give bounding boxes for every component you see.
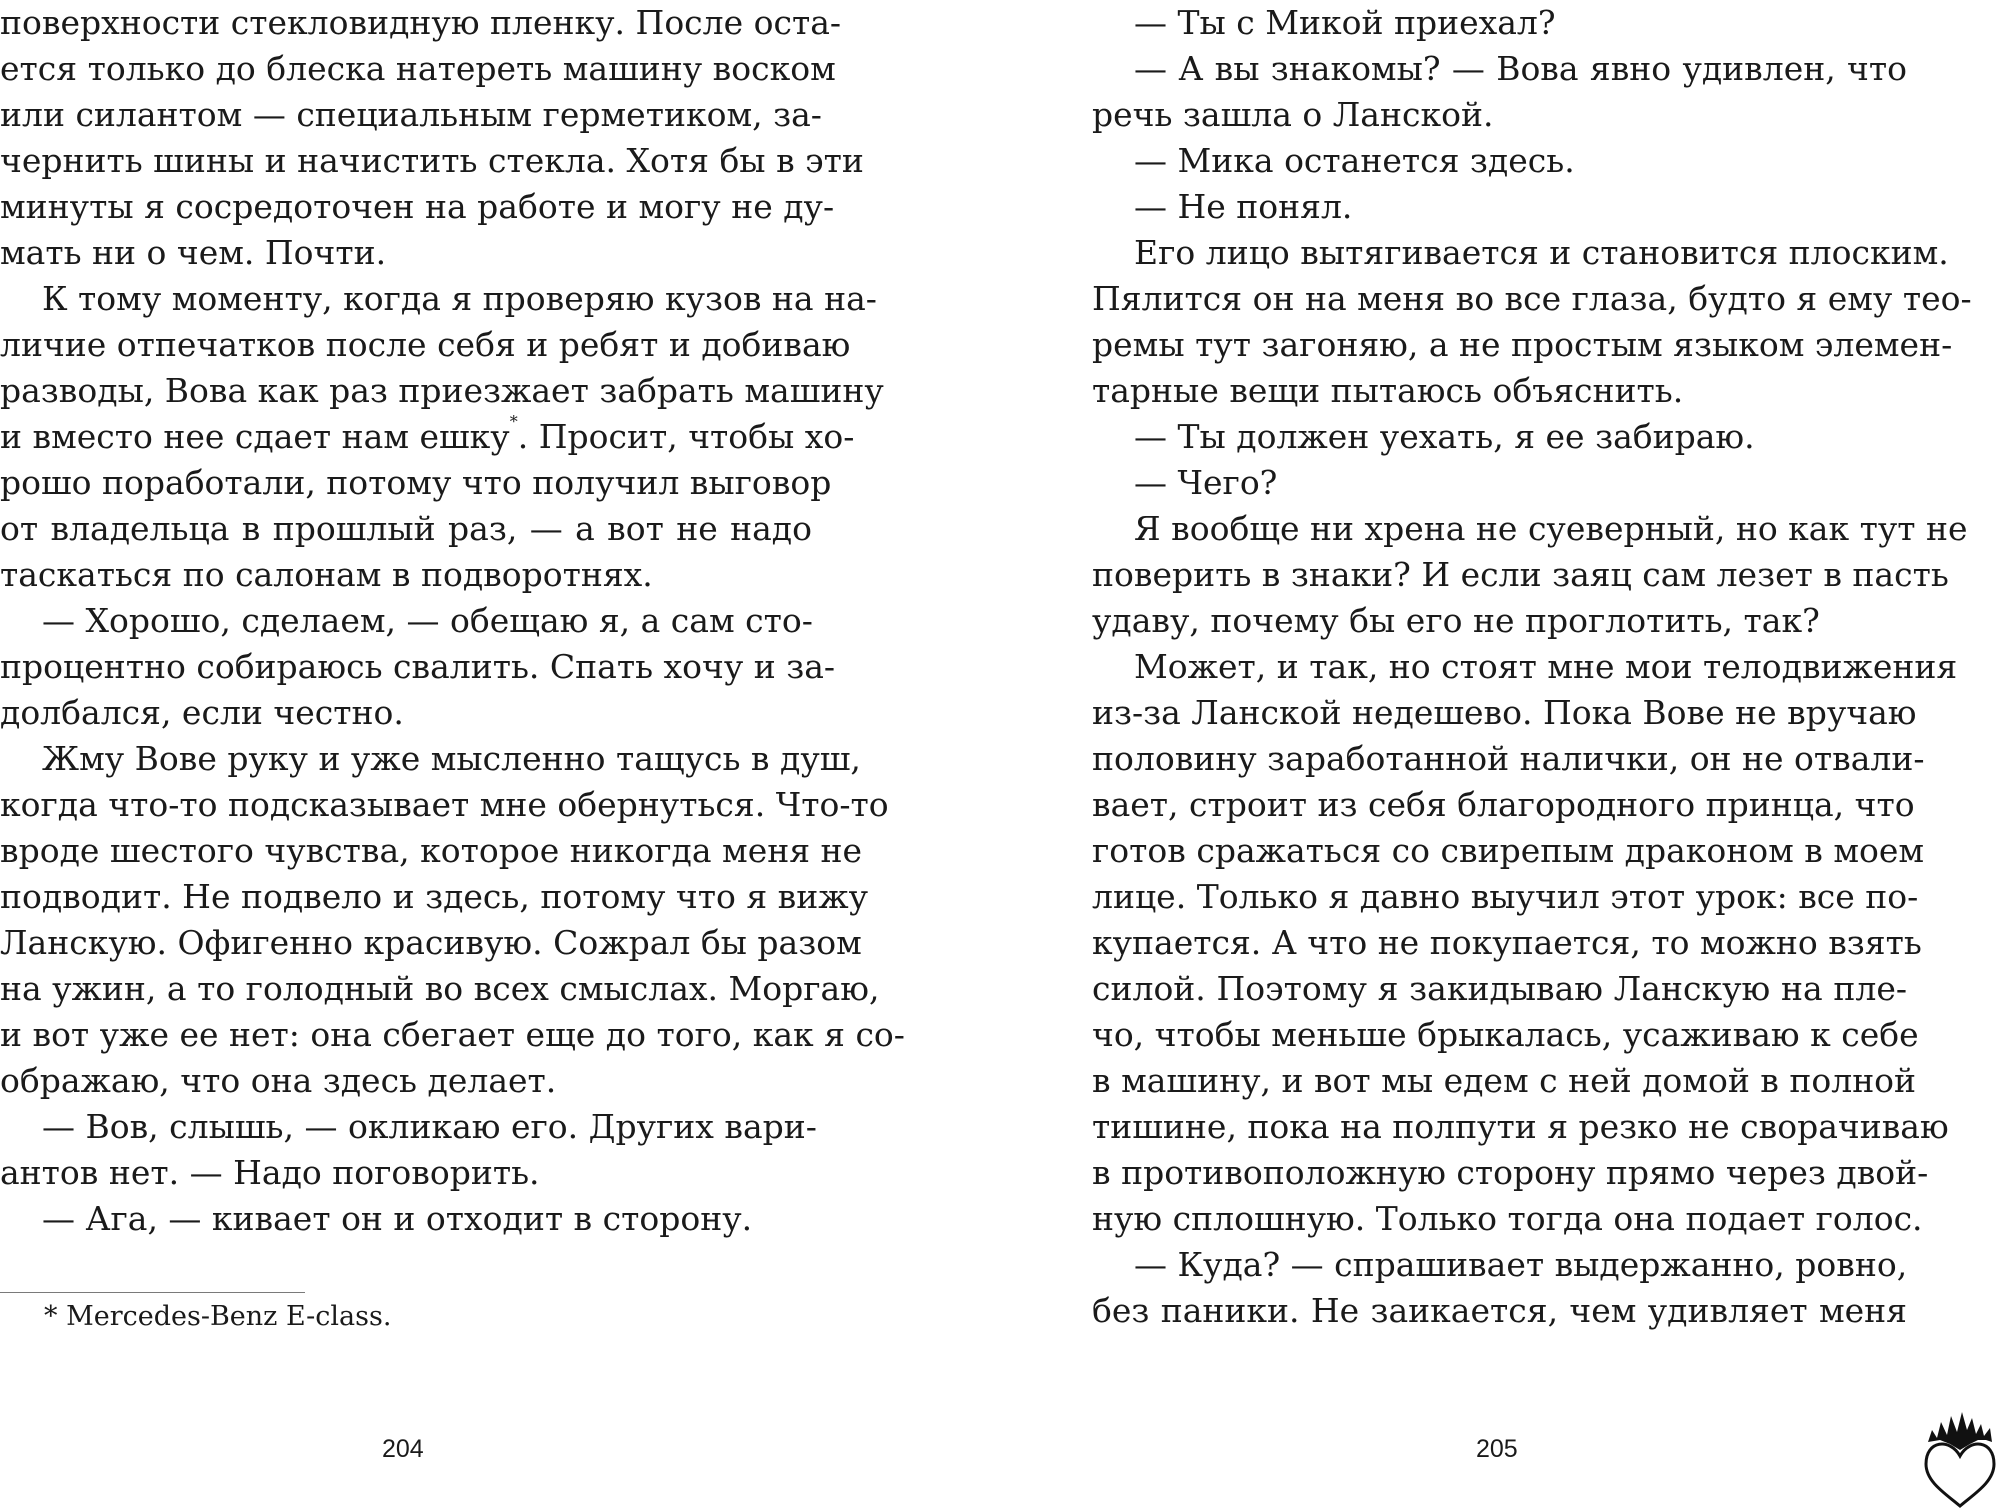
- text-line: Ланскую. Офигенно красивую. Сожрал бы разом: [0, 923, 862, 962]
- text-line: без паники. Не заикается, чем удивляет меня: [1092, 1291, 1907, 1330]
- text-line: антов нет. — Надо поговорить.: [0, 1153, 540, 1192]
- text-line: Его лицо вытягивается и становится плоским.: [1134, 233, 1949, 272]
- text-line: лице. Только я давно выучил этот урок: все по-: [1092, 877, 1919, 916]
- text-line: купается. А что не покупается, то можно взять: [1092, 923, 1922, 962]
- text-line: — Не понял.: [1134, 187, 1353, 226]
- text-line: — Вов, слышь, — окликаю его. Других вари-: [42, 1107, 817, 1146]
- text-line: К тому моменту, когда я проверяю кузов на на-: [42, 279, 877, 318]
- text-line: ремы тут загоняю, а не простым языком элемен-: [1092, 325, 1953, 364]
- text-line: — Чего?: [1134, 463, 1278, 502]
- right-page-text: [1092, 0, 1972, 1334]
- left-page-text: [0, 0, 905, 1242]
- text-line: и вот уже ее нет: она сбегает еще до того, как я со-: [0, 1015, 905, 1054]
- text-line: личие отпечатков после себя и ребят и добиваю: [0, 325, 851, 364]
- text-line: вает, строит из себя благородного принца, что: [1092, 785, 1915, 824]
- text-line-with-footnote: [0, 412, 855, 460]
- text-line: ется только до блеска натереть машину воском: [0, 49, 836, 88]
- text-line: вроде шестого чувства, которое никогда меня не: [0, 831, 863, 870]
- text-line: удаву, почему бы его не проглотить, так?: [1092, 601, 1820, 640]
- text-line: подводит. Не подвело и здесь, потому что я вижу: [0, 877, 868, 916]
- text-line: Я вообще ни хрена не суеверный, но как тут не: [1134, 509, 1968, 548]
- text-line: минуты я сосредоточен на работе и могу не ду-: [0, 187, 835, 226]
- text-line: таскаться по салонам в подворотнях.: [0, 555, 653, 594]
- text-line: чернить шины и начистить стекла. Хотя бы в эти: [0, 141, 864, 180]
- flaming-heart-icon: [1920, 1390, 2000, 1508]
- text-line: силой. Поэтому я закидываю Ланскую на пле-: [1092, 969, 1907, 1008]
- page-number-left: 204: [382, 1435, 424, 1463]
- text-fragment: . Просит, чтобы хо-: [517, 417, 855, 456]
- text-line: мать ни о чем. Почти.: [0, 233, 387, 272]
- text-line: Пялится он на меня во все глаза, будто я ему тео-: [1092, 279, 1972, 318]
- text-fragment: и вместо нее сдает нам ешку: [0, 417, 510, 456]
- text-line: в противоположную сторону прямо через двой-: [1092, 1153, 1929, 1192]
- text-line: разводы, Вова как раз приезжает забрать машину: [0, 371, 884, 410]
- footnote: * Mercedes-Benz E-class.: [44, 1301, 392, 1332]
- text-line: Может, и так, но стоят мне мои телодвижения: [1134, 647, 1958, 686]
- text-line: или силантом — специальным герметиком, за-: [0, 95, 822, 134]
- text-line: готов сражаться со свирепым драконом в моем: [1092, 831, 1925, 870]
- text-line: на ужин, а то голодный во всех смыслах. Моргаю,: [0, 969, 880, 1008]
- text-line: из-за Ланской недешево. Пока Вове не вручаю: [1092, 693, 1917, 732]
- text-line: — Ты должен уехать, я ее забираю.: [1134, 417, 1755, 456]
- text-line: половину заработанной налички, он не отвали-: [1092, 739, 1925, 778]
- text-line: речь зашла о Ланской.: [1092, 95, 1494, 134]
- footnote-marker[interactable]: *: [509, 412, 518, 431]
- text-line: — А вы знакомы? — Вова явно удивлен, что: [1134, 49, 1907, 88]
- text-line: когда что-то подсказывает мне обернуться. Что-то: [0, 785, 889, 824]
- text-line: — Ты с Микой приехал?: [1134, 3, 1556, 42]
- page-number-right: 205: [1476, 1435, 1518, 1463]
- text-line: — Куда? — спрашивает выдержанно, ровно,: [1134, 1245, 1908, 1284]
- text-line: поверить в знаки? И если заяц сам лезет в пасть: [1092, 555, 1949, 594]
- text-line: ображаю, что она здесь делает.: [0, 1061, 557, 1100]
- footnote-divider: [0, 1292, 305, 1293]
- text-line: чо, чтобы меньше брыкалась, усаживаю к себе: [1092, 1015, 1919, 1054]
- text-line: — Хорошо, сделаем, — обещаю я, а сам сто-: [42, 601, 813, 640]
- text-line: Жму Вове руку и уже мысленно тащусь в душ,: [42, 739, 861, 778]
- text-line: ную сплошную. Только тогда она подает голос.: [1092, 1199, 1923, 1238]
- text-line: процентно собираюсь свалить. Спать хочу и за-: [0, 647, 836, 686]
- text-line: тишине, пока на полпути я резко не сворачиваю: [1092, 1107, 1949, 1146]
- text-line: долбался, если честно.: [0, 693, 404, 732]
- text-line: поверхности стекловидную пленку. После оста-: [0, 3, 842, 42]
- text-line: тарные вещи пытаюсь объяснить.: [1092, 371, 1684, 410]
- text-line: в машину, и вот мы едем с ней домой в полной: [1092, 1061, 1917, 1100]
- text-line: рошо поработали, потому что получил выговор: [0, 463, 832, 502]
- text-line: от владельца в прошлый раз, — а вот не надо: [0, 509, 812, 548]
- text-line: — Мика останется здесь.: [1134, 141, 1575, 180]
- text-line: — Ага, — кивает он и отходит в сторону.: [42, 1199, 753, 1238]
